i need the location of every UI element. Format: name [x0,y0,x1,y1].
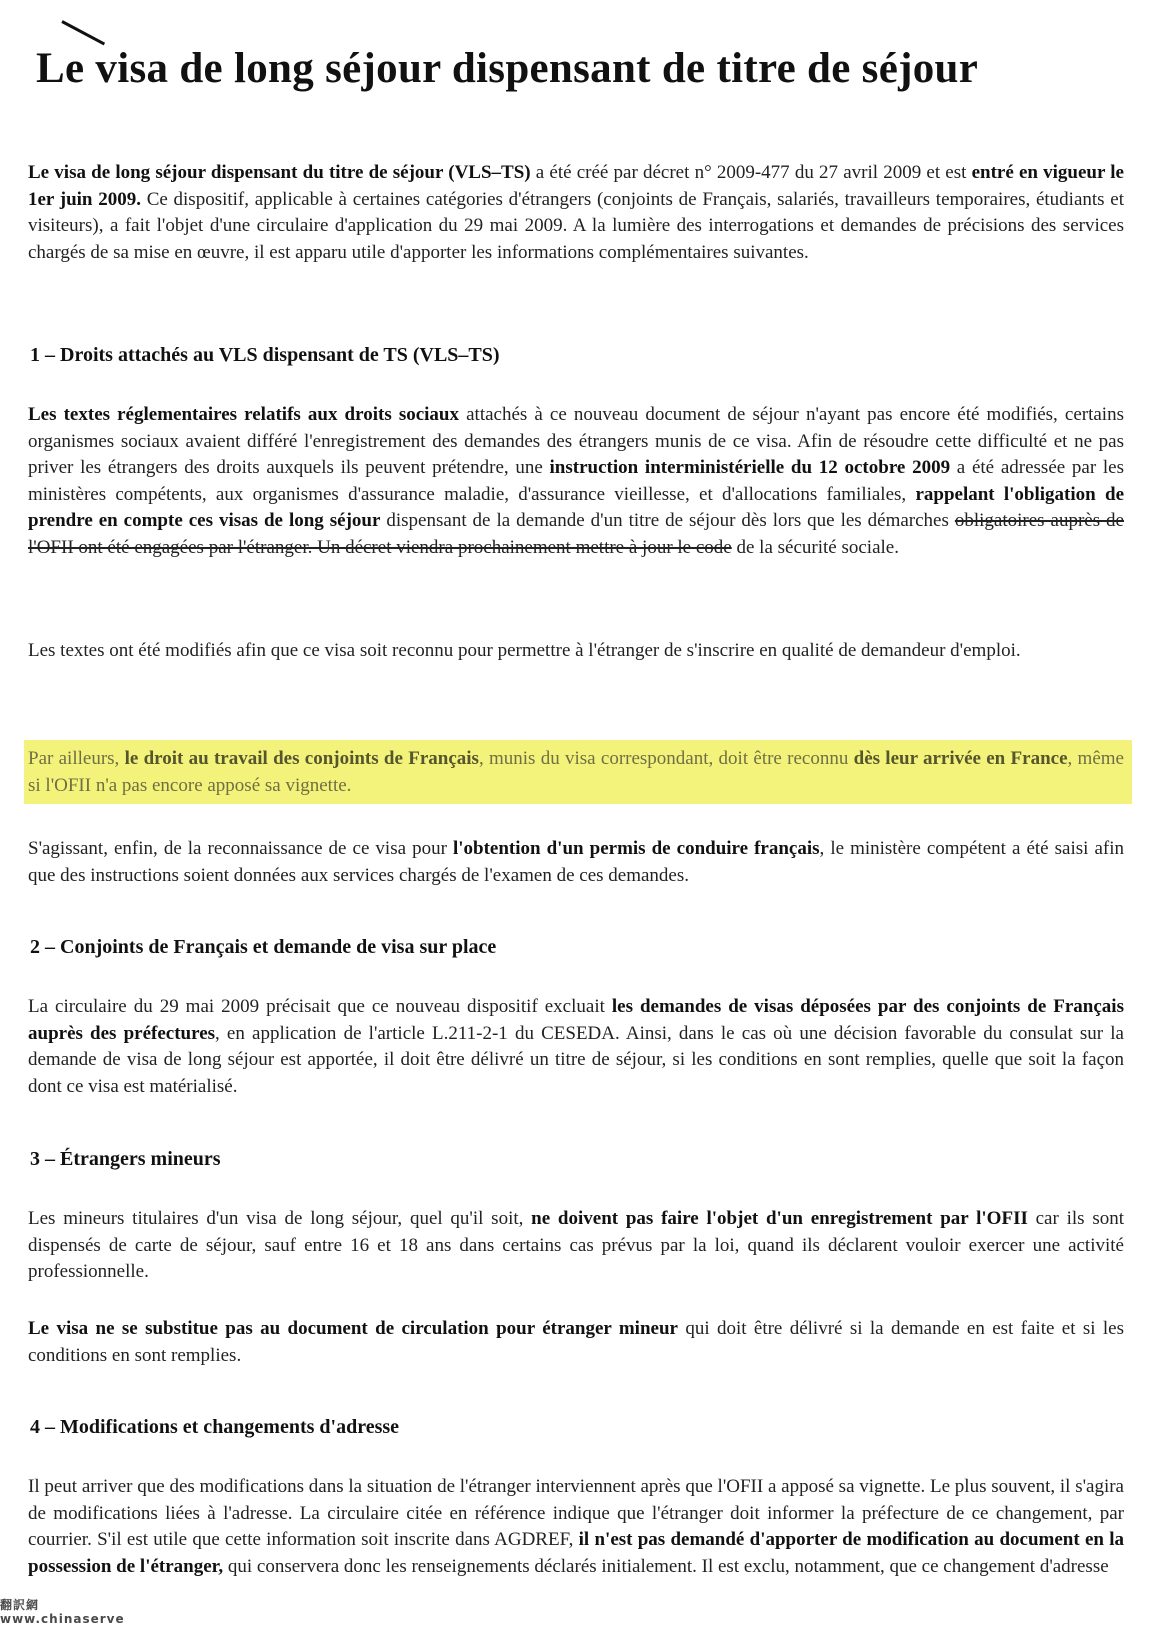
section-3-paragraph-1 [28,1206,1124,1286]
section-2-heading: 2 – Conjoints de Français et demande de visa sur place [30,936,497,958]
s1p3-text-3: , même si l'OFII n'a pas encore apposé sa vignette. [28,748,1124,796]
s1p1-bold-2: instruction interministérielle du 12 octobre 2009 [549,457,951,478]
s1p4-text-2: , le ministère compétent a été saisi afin que des instructions soient données aux services chargés de l'examen de ces demandes. [28,838,1124,886]
s3p1-bold-1: ne doivent pas faire l'objet d'un enregistrement par l'OFII [531,1208,1028,1229]
document-title: Le visa de long séjour dispensant de titre de séjour [36,45,979,92]
intro-paragraph [28,160,1124,266]
section-4-heading: 4 – Modifications et changements d'adresse [30,1416,400,1438]
s1p3-text-2: , munis du visa correspondant, doit être reconnu [478,748,854,769]
watermark-line-1: 翻訳網 [0,1598,40,1612]
section-3-heading: 3 – Étrangers mineurs [30,1148,221,1170]
s3p2-bold-1: Le visa ne se substitue pas au document de circulation pour étranger mineur [28,1318,678,1339]
s1p1-text-4: de la sécurité sociale. [731,536,899,558]
section-1-paragraph-2: Les textes ont été modifiés afin que ce visa soit reconnu pour permettre à l'étranger de s'inscrire en qualité de demandeur d'emploi. [28,640,1021,661]
s1p3-text-1: Par ailleurs, [28,748,125,769]
corner-watermark-logo [0,1598,125,1626]
pen-stroke-mark [61,20,105,45]
s1p1-text-3: dispensant de la demande d'un titre de séjour dès lors que les démarches [380,510,955,531]
s1p1-bold-3: rappelant l'obligation de prendre en compte ces visas de long séjour [28,483,1124,531]
section-1-paragraph-4 [28,836,1124,889]
watermark-line-2: www.chinaserve [0,1612,125,1626]
s3p2-text-1: qui doit être délivré si la demande en est faite et si les conditions en sont remplies. [28,1318,1124,1366]
s1p4-bold-1: l'obtention d'un permis de conduire français [452,838,820,859]
highlighted-paragraph [28,746,1124,799]
intro-bold-1: Le visa de long séjour dispensant du titre de séjour (VLS–TS) [28,162,531,183]
s1p3-bold-2: dès leur arrivée en France [853,748,1068,769]
intro-bold-2: entré en vigueur le 1er juin 2009. [28,162,1124,210]
section-4-paragraph-1 [28,1474,1124,1580]
s1p1-bold-1: Les textes réglementaires relatifs aux droits sociaux [28,404,459,425]
section-1-heading: 1 – Droits attachés au VLS dispensant de TS (VLS–TS) [30,344,500,366]
s2p1-text-1: La circulaire du 29 mai 2009 précisait que ce nouveau dispositif excluait [28,996,612,1017]
struck-through-text: obligatoires auprès de l'OFII ont été engagées par l'étranger. Un décret viendra prochainement mettre à jour le code [28,510,1124,558]
intro-text-2: Ce dispositif, applicable à certaines catégories d'étrangers (conjoints de Français, salariés, travailleurs temporaires, étudiants et visiteurs), a fait l'objet d'une circulaire d'application du 29 mai 2009. A la lumière des interrogations et demandes de précisions des services chargés de sa mise en œuvre, il est apparu utile d'apporter les informations complémentaires suivantes. [28,188,1124,263]
s3p1-text-2: car ils sont dispensés de carte de séjour, sauf entre 16 et 18 ans dans certains cas prévus par la loi, quand ils déclarent vouloir exercer une activité professionnelle. [28,1208,1124,1282]
section-1-paragraph-1 [28,402,1124,561]
s1p1-text-1: attachés à ce nouveau document de séjour n'ayant pas encore été modifiés, certains organismes sociaux avaient différé l'enregistrement des demandes des étrangers munis de ce visa. Afin de résoudre cette difficulté et ne pas priver les étrangers des droits auxquels ils peuvent prétendre, une [28,404,1124,478]
section-2-paragraph-1 [28,994,1124,1100]
section-3-paragraph-2 [28,1316,1124,1369]
s1p3-bold-1: le droit au travail des conjoints de Français [124,748,479,769]
intro-text-1: a été créé par décret n° 2009-477 du 27 avril 2009 et est [530,162,972,183]
s2p1-text-2: , en application de l'article L.211-2-1 du CESEDA. Ainsi, dans le cas où une décision favorable du consulat sur la demande de visa de long séjour est apportée, il doit être délivré un titre de séjour, si les conditions en sont remplies, quelle que soit la façon dont ce visa est matérialisé. [28,1022,1124,1097]
s1p4-text-1: S'agissant, enfin, de la reconnaissance de ce visa pour [28,838,453,859]
s4p1-bold-1: il n'est pas demandé d'apporter de modification au document en la possession de l'étranger, [28,1529,1124,1577]
s4p1-text-2: qui conservera donc les renseignements déclarés initialement. Il est exclu, notamment, que ce changement d'adresse [223,1555,1109,1577]
s4p1-text-1: Il peut arriver que des modifications dans la situation de l'étranger interviennent après que l'OFII a apposé sa vignette. Le plus souvent, il s'agira de modifications liées à l'adresse. La circulaire citée en référence indique que l'étranger doit informer la préfecture de ce changement, par courrier. S'il est utile que cette information soit inscrite dans AGDREF, [28,1476,1124,1550]
s2p1-bold-1: les demandes de visas déposées par des conjoints de Français auprès des préfectures [28,996,1124,1044]
s1p1-text-2: a été adressée par les ministères compétents, aux organismes d'assurance maladie, d'assurance vieillesse, et d'allocations familiales, [28,457,1124,505]
s3p1-text-1: Les mineurs titulaires d'un visa de long séjour, quel qu'il soit, [28,1208,532,1229]
